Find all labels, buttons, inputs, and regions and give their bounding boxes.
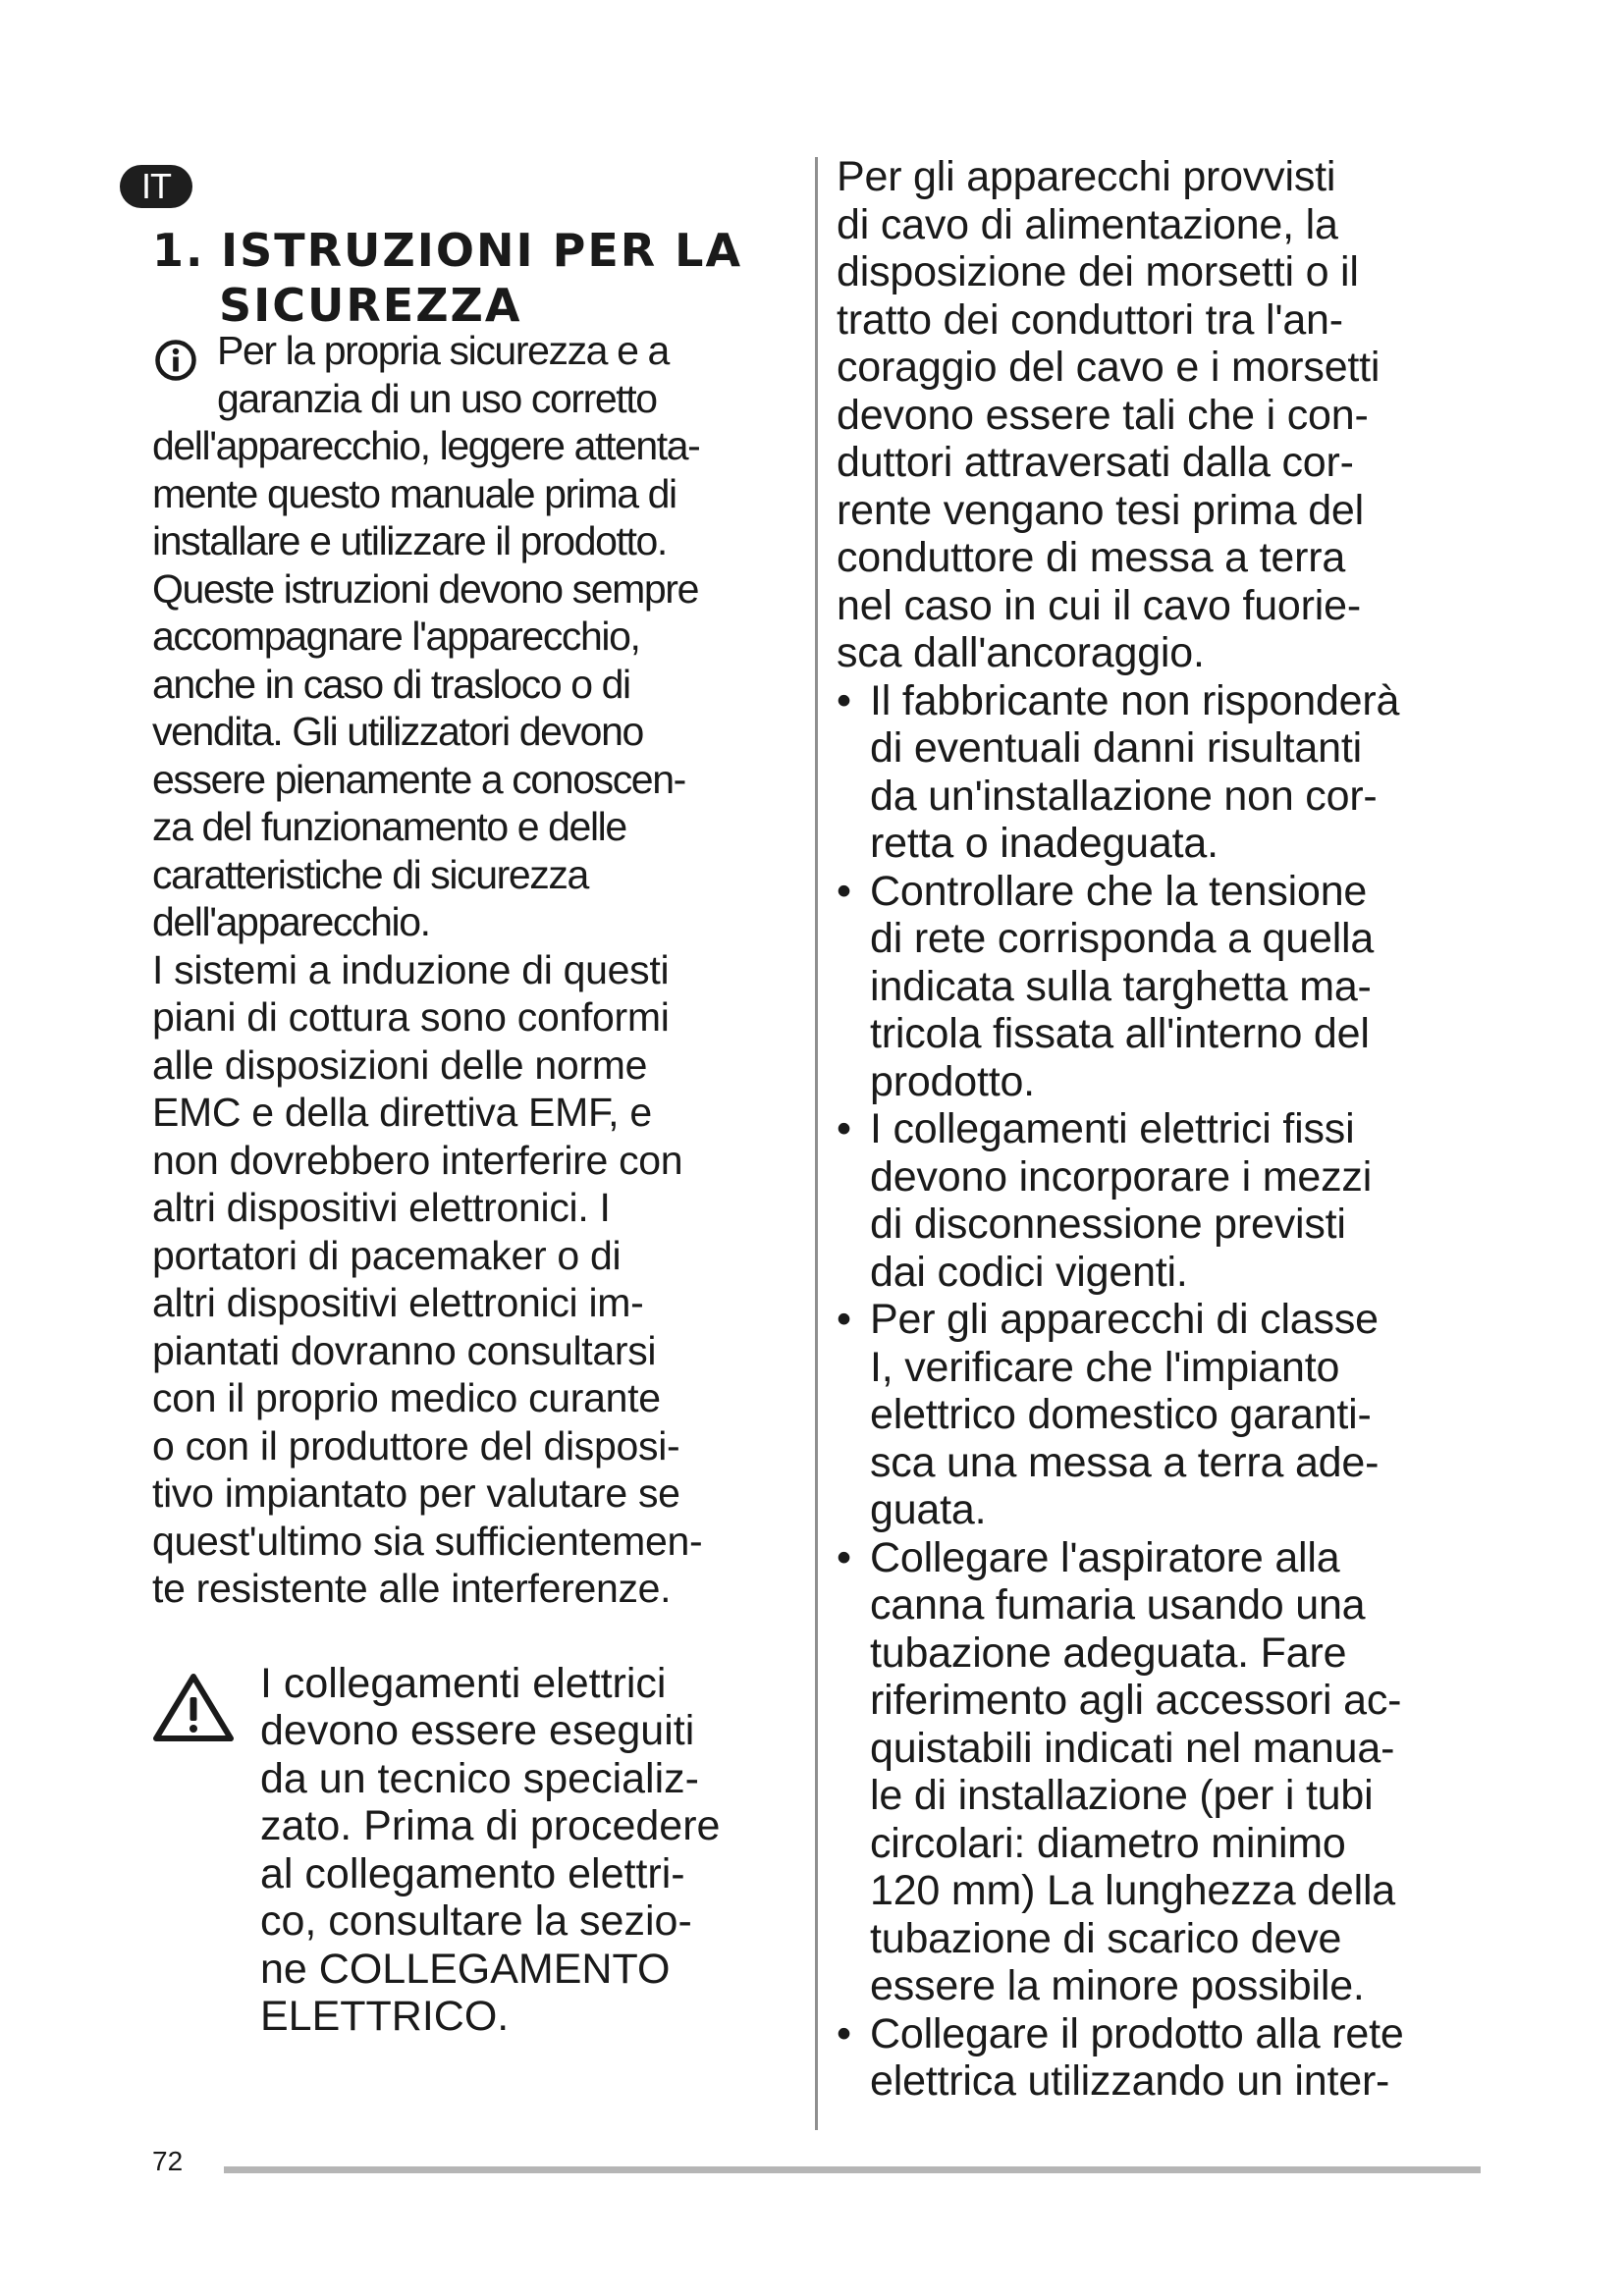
text-line: Per la propria sicurezza e a bbox=[217, 328, 669, 373]
text-line: 120 mm) La lunghezza della bbox=[870, 1867, 1396, 1914]
column-divider bbox=[815, 157, 818, 2130]
text-line: Per gli apparecchi provvisti bbox=[837, 153, 1336, 200]
text-line: dell'apparecchio. bbox=[152, 899, 430, 944]
section-title-line2: SICUREZZA bbox=[219, 279, 522, 332]
text-line: ELETTRICO. bbox=[260, 1993, 510, 2040]
text-line: Queste istruzioni devono sempre bbox=[152, 565, 698, 612]
text-line: quest'ultimo sia sufficientemen- bbox=[152, 1518, 703, 1564]
text-line: te resistente alle interferenze. bbox=[152, 1566, 672, 1611]
bullet-item bbox=[837, 677, 1485, 868]
text-line: con il proprio medico curante bbox=[152, 1375, 661, 1420]
text-line: conduttore di messa a terra bbox=[837, 534, 1346, 581]
text-line: dell'apparecchio, leggere attenta- bbox=[152, 423, 700, 468]
text-line: riferimento agli accessori ac- bbox=[870, 1677, 1402, 1724]
text-line: caratteristiche di sicurezza bbox=[152, 851, 588, 897]
text-line: da un'installazione non cor- bbox=[870, 772, 1378, 820]
text-line: retta o inadeguata. bbox=[870, 820, 1218, 867]
text-line: non dovrebbero interferire con bbox=[152, 1137, 683, 1183]
text-line: Collegare l'aspiratore alla bbox=[870, 1533, 1340, 1581]
intro-paragraph bbox=[152, 327, 800, 946]
text-line: anche in caso di trasloco o di bbox=[152, 661, 630, 707]
bullet-item bbox=[837, 1296, 1485, 1534]
text-line: sca dall'ancoraggio. bbox=[837, 629, 1205, 676]
text-line: elettrico domestico garanti- bbox=[870, 1391, 1372, 1438]
text-line: zato. Prima di procedere bbox=[260, 1802, 721, 1849]
right-column bbox=[837, 153, 1485, 2106]
text-line: disposizione dei morsetti o il bbox=[837, 248, 1359, 295]
text-line: altri dispositivi elettronici im- bbox=[152, 1280, 644, 1325]
safety-intro bbox=[152, 327, 800, 946]
text-line: tubazione di scarico deve bbox=[870, 1914, 1342, 1962]
page-number: 72 bbox=[152, 2146, 184, 2176]
warning-text bbox=[260, 1660, 800, 2041]
text-line: Collegare il prodotto alla rete bbox=[870, 2009, 1404, 2057]
text-line: devono essere eseguiti bbox=[260, 1707, 695, 1754]
text-line: za del funzionamento e delle bbox=[152, 804, 626, 849]
text-line: installare e utilizzare il prodotto. bbox=[152, 518, 667, 563]
bullet-item bbox=[837, 1105, 1485, 1296]
text-line: co, consultare la sezio- bbox=[260, 1897, 692, 1945]
bullet-dot: • bbox=[837, 1533, 851, 1581]
text-line: alle disposizioni delle norme bbox=[152, 1041, 648, 1088]
text-line: piantati dovranno consultarsi bbox=[152, 1327, 657, 1373]
section-number: 1. bbox=[152, 224, 205, 277]
text-line: I, verificare che l'impianto bbox=[870, 1343, 1340, 1391]
text-line: tratto dei conduttori tra l'an- bbox=[837, 295, 1343, 344]
text-line: nel caso in cui il cavo fuorie- bbox=[837, 581, 1361, 629]
text-line: essere pienamente a conoscen- bbox=[152, 756, 685, 802]
text-line: mente questo manuale prima di bbox=[152, 470, 677, 516]
text-line: ne COLLEGAMENTO bbox=[260, 1945, 671, 1993]
bullet-item bbox=[837, 868, 1485, 1106]
emc-paragraph bbox=[152, 946, 800, 1613]
text-line: altri dispositivi elettronici. I bbox=[152, 1185, 611, 1230]
text-line: elettrica utilizzando un inter- bbox=[870, 2057, 1390, 2105]
text-line: rente vengano tesi prima del bbox=[837, 486, 1365, 534]
text-line: I collegamenti elettrici bbox=[260, 1659, 667, 1707]
text-line: accompagnare l'apparecchio, bbox=[152, 614, 640, 659]
language-badge: IT bbox=[120, 165, 192, 208]
text-line: essere la minore possibile. bbox=[870, 1962, 1365, 2009]
bullet-item bbox=[837, 1534, 1485, 2010]
text-line: di rete corrisponda a quella bbox=[870, 915, 1375, 962]
text-line: I sistemi a induzione di questi bbox=[152, 946, 670, 992]
text-line: garanzia di un uso corretto bbox=[217, 375, 657, 421]
text-line: Per gli apparecchi di classe bbox=[870, 1296, 1379, 1343]
section-title-line1: ISTRUZIONI PER LA bbox=[221, 224, 743, 277]
text-line: vendita. Gli utilizzatori devono bbox=[152, 709, 643, 754]
bullet-dot: • bbox=[837, 1105, 851, 1152]
text-line: indicata sulla targhetta ma- bbox=[870, 962, 1372, 1010]
text-line: al collegamento elettri- bbox=[260, 1849, 685, 1897]
bullet-dot: • bbox=[837, 1296, 851, 1343]
text-line: di disconnessione previsti bbox=[870, 1201, 1346, 1248]
text-line: sca una messa a terra ade- bbox=[870, 1438, 1380, 1486]
text-line: tricola fissata all'interno del bbox=[870, 1010, 1370, 1057]
text-line: portatori di pacemaker o di bbox=[152, 1232, 622, 1278]
footer-rule bbox=[224, 2166, 1481, 2173]
bullet-dot: • bbox=[837, 676, 851, 724]
text-line: dai codici vigenti. bbox=[870, 1248, 1188, 1296]
text-line: di eventuali danni risultanti bbox=[870, 724, 1362, 772]
text-line: tubazione adeguata. Fare bbox=[870, 1629, 1347, 1677]
left-column bbox=[152, 221, 800, 2041]
text-line: prodotto. bbox=[870, 1057, 1035, 1105]
text-line: Il fabbricante non risponderà bbox=[870, 676, 1400, 724]
warning-triangle-icon bbox=[152, 1672, 235, 1742]
text-line: Controllare che la tensione bbox=[870, 867, 1368, 915]
text-line: le di installazione (per i tubi bbox=[870, 1772, 1374, 1819]
text-line: tivo impiantato per valutare se bbox=[152, 1470, 680, 1516]
info-icon bbox=[154, 339, 197, 382]
bullet-dot: • bbox=[837, 867, 851, 915]
text-line: di cavo di alimentazione, la bbox=[837, 200, 1338, 248]
bullet-item bbox=[837, 2010, 1485, 2106]
text-line: piani di cottura sono conformi bbox=[152, 994, 670, 1040]
text-line: da un tecnico specializ- bbox=[260, 1754, 699, 1802]
text-line: quistabili indicati nel manua- bbox=[870, 1724, 1395, 1772]
text-line: duttori attraversati dalla cor- bbox=[837, 439, 1354, 486]
text-line: guata. bbox=[870, 1486, 987, 1533]
section-heading bbox=[152, 223, 800, 333]
text-line: devono essere tali che i con- bbox=[837, 391, 1369, 439]
power-cable-paragraph bbox=[837, 153, 1485, 677]
electrical-warning bbox=[152, 1660, 800, 2041]
safety-bullet-list bbox=[837, 677, 1485, 2106]
text-line: circolari: diametro minimo bbox=[870, 1819, 1346, 1867]
text-line: coraggio del cavo e i morsetti bbox=[837, 344, 1380, 391]
text-line: EMC e della direttiva EMF, e bbox=[152, 1090, 652, 1135]
text-line: o con il produttore del disposi- bbox=[152, 1422, 680, 1468]
bullet-dot: • bbox=[837, 2009, 851, 2057]
text-line: canna fumaria usando una bbox=[870, 1581, 1366, 1629]
text-line: devono incorporare i mezzi bbox=[870, 1152, 1373, 1201]
text-line: I collegamenti elettrici fissi bbox=[870, 1105, 1355, 1152]
